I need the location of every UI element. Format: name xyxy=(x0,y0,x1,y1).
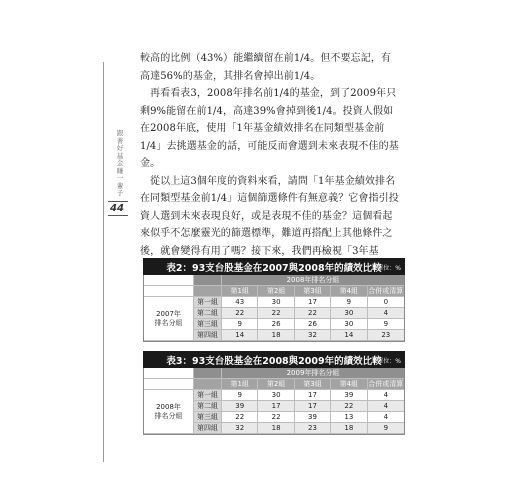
table-title: 表3：93支台股基金在2008與2009年的績效比較 xyxy=(166,355,382,367)
table-cell: 4 xyxy=(368,412,404,423)
table-cell: 26 xyxy=(258,319,294,330)
row-group-label-line: 排名分組 xyxy=(154,411,183,420)
table-cell: 17 xyxy=(258,401,294,412)
column-header: 第1組 xyxy=(222,379,258,390)
table-cell: 26 xyxy=(295,319,331,330)
table-cell: 22 xyxy=(222,412,258,423)
column-header: 合併或清算 xyxy=(368,287,404,295)
paragraph: 從以上這3個年度的資料來看，請問「1年基金績效排名在同類型基金前1/4」這個篩選條件有無意義？它會指引投資人選到未來表現良好，或是表現不佳的基金？這個看起來似乎不怎麼靈光的篩選標準，難道再搭配上其他條件之後，就會變得有用了嗎？接下來，我們再檢視「3年基 xyxy=(140,175,399,257)
row-header: 第一組 xyxy=(194,297,222,308)
table-cell: 32 xyxy=(295,330,331,341)
table-cell: 9 xyxy=(331,297,367,308)
row-header: 第四組 xyxy=(194,423,222,434)
table-grid xyxy=(143,275,405,342)
table-cell: 18 xyxy=(258,330,294,341)
table-cell: 9 xyxy=(222,390,258,401)
span-header: 2009年排名分組 xyxy=(222,368,404,379)
column-header: 第3組 xyxy=(295,286,331,297)
table-cell: 18 xyxy=(258,423,294,434)
table-cell: 22 xyxy=(331,401,367,412)
table-cell: 23 xyxy=(295,423,331,434)
table-cell: 4 xyxy=(368,308,404,319)
table-cell: 39 xyxy=(222,401,258,412)
table-cell: 43 xyxy=(222,297,258,308)
table-cell: 9 xyxy=(368,319,404,330)
column-header: 第4組 xyxy=(331,379,367,390)
column-header: 第2組 xyxy=(258,286,294,297)
running-chapter-title: 跟著好基金賺一輩子 xyxy=(116,129,124,197)
paragraph: 再看看表3，2008年排名前1/4的基金，到了2009年只剩9%能留在前1/4，高達39%會掉到後1/4。投資人假如在2008年底，使用「1年基金績效排名在同類型基金前1/4」去挑選基金的話，可能反而會選到未來表現不佳的基金。 xyxy=(140,88,399,169)
corner-cell xyxy=(144,275,194,286)
table-cell: 14 xyxy=(331,330,367,341)
table-cell: 17 xyxy=(295,297,331,308)
page-number-rule-bottom xyxy=(108,215,128,216)
row-group-label-line: 2007年 xyxy=(156,309,181,318)
table-cell: 23 xyxy=(368,330,404,341)
table-cell: 4 xyxy=(368,401,404,412)
table-cell: 14 xyxy=(222,330,258,341)
table-title-bar xyxy=(143,258,405,275)
row-header: 第二組 xyxy=(194,401,222,412)
table-cell: 9 xyxy=(368,423,404,434)
corner-cell xyxy=(194,286,222,297)
corner-cell xyxy=(194,379,222,390)
table-cell: 4 xyxy=(368,390,404,401)
row-header: 第二組 xyxy=(194,308,222,319)
table-title: 表2：93支台股基金在2007與2008年的績效比較 xyxy=(166,262,382,274)
row-header: 第四組 xyxy=(194,330,222,341)
table-cell: 39 xyxy=(295,412,331,423)
table-cell: 32 xyxy=(222,423,258,434)
row-group-label xyxy=(144,390,194,434)
table-grid xyxy=(143,368,405,435)
corner-cell xyxy=(194,275,222,286)
table-cell: 22 xyxy=(258,412,294,423)
table-cell: 30 xyxy=(258,390,294,401)
table-title-bar xyxy=(143,351,405,368)
table-cell: 22 xyxy=(222,308,258,319)
table-cell: 30 xyxy=(258,297,294,308)
table-cell: 39 xyxy=(331,390,367,401)
side-rule xyxy=(103,62,104,462)
table-cell: 0 xyxy=(368,297,404,308)
table-cell: 30 xyxy=(331,308,367,319)
table-cell: 22 xyxy=(295,308,331,319)
table-cell: 18 xyxy=(331,423,367,434)
corner-cell xyxy=(144,286,194,297)
column-header: 第4組 xyxy=(331,286,367,297)
page-number: 44 xyxy=(110,203,124,214)
body-text xyxy=(140,50,400,260)
column-header: 第1組 xyxy=(222,286,258,297)
table-cell: 30 xyxy=(331,319,367,330)
corner-cell xyxy=(194,368,222,379)
table-3 xyxy=(143,351,405,435)
row-group-label-line: 2008年 xyxy=(156,402,181,411)
column-header: 第3組 xyxy=(295,379,331,390)
page-number-rule-top xyxy=(108,201,128,202)
column-header: 合併或清算 xyxy=(368,380,404,388)
table-cell: 22 xyxy=(258,308,294,319)
span-header: 2008年排名分組 xyxy=(222,275,404,286)
table-unit: 單位：% xyxy=(377,358,401,365)
row-group-label xyxy=(144,297,194,341)
table-cell: 9 xyxy=(222,319,258,330)
corner-cell xyxy=(144,379,194,390)
table-cell: 17 xyxy=(295,401,331,412)
table-2 xyxy=(143,258,405,342)
table-cell: 17 xyxy=(295,390,331,401)
row-header: 第一組 xyxy=(194,390,222,401)
row-header: 第三組 xyxy=(194,319,222,330)
row-group-label-line: 排名分組 xyxy=(154,318,183,327)
paragraph: 較高的比例（43%）能繼續留在前1/4。但不要忘記，有高達56%的基金，其排名會掉出前1/4。 xyxy=(140,53,392,82)
row-header: 第三組 xyxy=(194,412,222,423)
corner-cell xyxy=(144,368,194,379)
table-cell: 13 xyxy=(331,412,367,423)
table-unit: 單位：% xyxy=(377,265,401,272)
column-header: 第2組 xyxy=(258,379,294,390)
